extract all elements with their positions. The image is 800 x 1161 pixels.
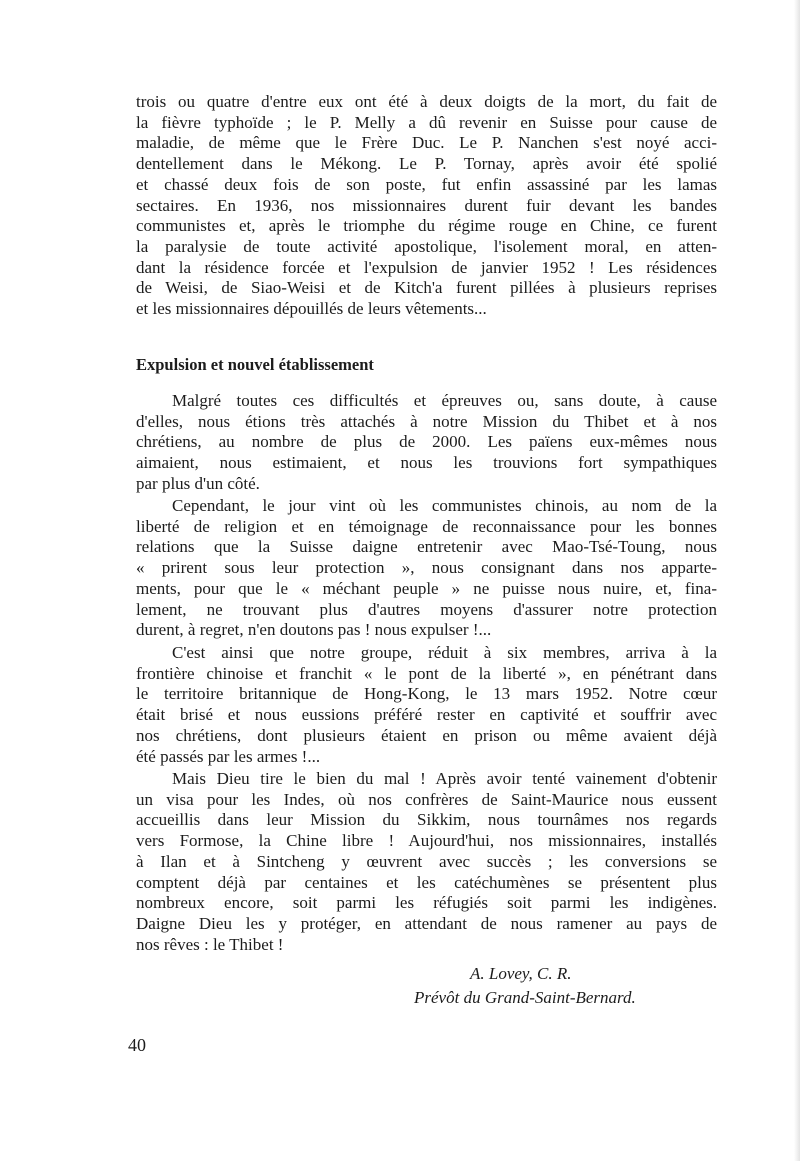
paragraph-formosa — [136, 769, 717, 955]
paragraph-frontier — [136, 643, 717, 767]
text-line: Malgré toutes ces difficultés et épreuves ou, sans doute, à cause — [172, 391, 717, 410]
text-line: dentellement dans le Mékong. Le P. Tornay, après avoir été spolié — [136, 154, 717, 174]
text-line: à Ilan et à Sintcheng y œuvrent avec succès ; les conversions se — [136, 851, 717, 871]
signature-name: A. Lovey, C. R. — [470, 964, 572, 983]
page-edge-shadow — [794, 0, 800, 1161]
text-line: la fièvre typhoïde ; le P. Melly a dû revenir en Suisse pour cause de — [136, 112, 717, 132]
paragraph-attachment — [136, 391, 717, 495]
text-line: et chassé deux fois de son poste, fut enfin assassiné par les lamas — [136, 174, 717, 194]
text-line: Cependant, le jour vint où les communistes chinois, au nom de la — [172, 496, 717, 515]
text-line: durent, à regret, n'en doutons pas ! nous expulser !... — [136, 620, 492, 640]
text-line: le territoire britannique de Hong-Kong, le 13 mars 1952. Notre cœur — [136, 684, 717, 704]
text-line: de Weisi, de Siao-Weisi et de Kitch'a furent pillées à plusieurs reprises — [136, 278, 717, 298]
text-line: nombreux encore, soit parmi les réfugiés soit parmi les indigènes. — [136, 893, 717, 913]
text-line: Daigne Dieu les y protéger, en attendant de nous ramener au pays de — [136, 913, 717, 933]
text-line: était brisé et nous eussions préféré rester en captivité et souffrir avec — [136, 705, 717, 725]
section-heading: Expulsion et nouvel établissement — [136, 355, 374, 374]
text-line: relations que la Suisse daigne entretenir avec Mao-Tsé-Toung, nous — [136, 537, 717, 557]
text-line: par plus d'un côté. — [136, 473, 260, 493]
text-line: nos chrétiens, dont plusieurs étaient en prison ou même avaient déjà — [136, 725, 717, 745]
text-line: Mais Dieu tire le bien du mal ! Après avoir tenté vainement d'obtenir — [172, 769, 717, 788]
text-line: accueillis dans leur Mission du Sikkim, nous tournâmes nos regards — [136, 810, 717, 830]
text-line: la paralysie de toute activité apostolique, l'isolement moral, en atten- — [136, 236, 717, 256]
text-line: vers Formose, la Chine libre ! Aujourd'hui, nos missionnaires, installés — [136, 831, 717, 851]
text-line: été passés par les armes !... — [136, 746, 321, 766]
text-line: et les missionnaires dépouillés de leurs vêtements... — [136, 299, 487, 319]
text-line: lement, ne trouvant plus d'autres moyens d'assurer notre protection — [136, 599, 717, 619]
text-line: « prirent sous leur protection », nous consignant dans nos apparte- — [136, 558, 717, 578]
text-line: comptent déjà par centaines et les catéchumènes se présentent plus — [136, 872, 717, 892]
paragraph-expulsion — [136, 496, 717, 641]
text-line: C'est ainsi que notre groupe, réduit à six membres, arriva à la — [172, 643, 717, 662]
text-line: trois ou quatre d'entre eux ont été à deux doigts de la mort, du fait de — [136, 92, 717, 111]
text-line: maladie, de même que le Frère Duc. Le P. Nanchen s'est noyé acci- — [136, 133, 717, 153]
text-line: d'elles, nous étions très attachés à notre Mission du Thibet et à nos — [136, 411, 717, 431]
paragraph-intro — [136, 92, 717, 320]
signature-title: Prévôt du Grand-Saint-Bernard. — [414, 988, 636, 1007]
text-line: aimaient, nous estimaient, et nous les trouvions fort sympathiques — [136, 453, 717, 473]
text-line: ments, pour que le « méchant peuple » ne puisse nous nuire, et, fina- — [136, 578, 717, 598]
text-line: liberté de religion et en témoignage de reconnaissance pour les bonnes — [136, 516, 717, 536]
text-line: chrétiens, au nombre de plus de 2000. Les païens eux-mêmes nous — [136, 432, 717, 452]
page-number: 40 — [128, 1035, 146, 1055]
text-line: un visa pour les Indes, où nos confrères de Saint-Maurice nous eussent — [136, 789, 717, 809]
text-line: frontière chinoise et franchit « le pont de la liberté », en pénétrant dans — [136, 663, 717, 683]
text-line: sectaires. En 1936, nos missionnaires durent fuir devant les bandes — [136, 195, 717, 215]
text-line: dant la résidence forcée et l'expulsion de janvier 1952 ! Les résidences — [136, 257, 717, 277]
text-line: nos rêves : le Thibet ! — [136, 934, 284, 954]
text-line: communistes et, après le triomphe du régime rouge en Chine, ce furent — [136, 216, 717, 236]
